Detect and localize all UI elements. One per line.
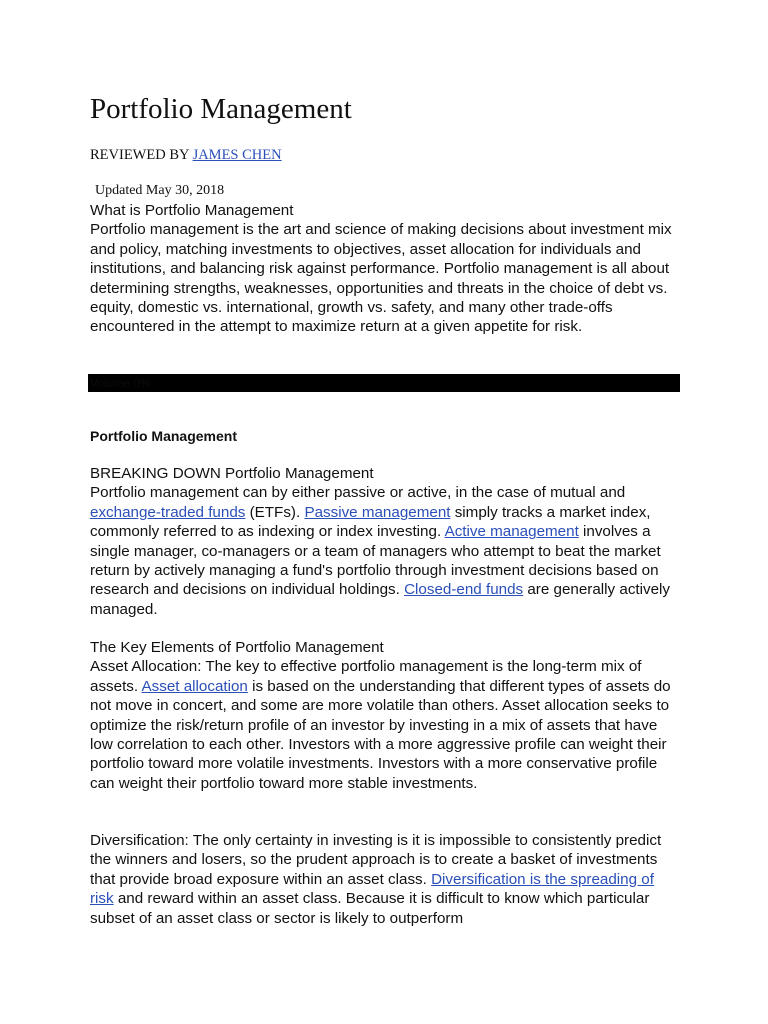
text-span: is based on the understanding that different types of assets do not move in concert, and some are more volatile than others. Asset allocation seeks to optimize the risk/return profile of an investor by investing in a mix of assets that have low correlation to each other. Investors with a more aggressive profile can weight their portfolio toward more volatile investments. Investors with a more conservative profile can weight their portfolio toward more stable investments. [90, 677, 671, 792]
text-span: (ETFs). [245, 503, 305, 521]
text-span: Diversification: The only certainty in investing is it is impossible to consistently predict the winners and losers, so the prudent approach is to create a basket of investments that provide broad exposure within an asset class. [90, 832, 662, 888]
link-exchange-traded-funds[interactable]: exchange-traded funds [90, 503, 246, 521]
link-closed-end-funds[interactable]: Closed-end funds [404, 581, 524, 599]
link-asset-allocation[interactable]: Asset allocation [141, 677, 248, 695]
section-key-elements [90, 638, 680, 793]
reviewer-link[interactable]: JAMES CHEN [192, 147, 282, 163]
video-caption: Portfolio Management [90, 428, 238, 444]
link-diversification[interactable]: Diversification is the spreading of risk [90, 870, 654, 908]
link-active-management[interactable]: Active management [444, 523, 579, 541]
updated-date: Updated May 30, 2018 [95, 183, 225, 198]
page-title: Portfolio Management [90, 93, 352, 125]
section-heading-what-is: What is Portfolio Management [90, 202, 294, 219]
section-heading-breaking-down: BREAKING DOWN Portfolio Management [90, 465, 374, 482]
section-body-breaking-down [90, 483, 680, 619]
section-body-asset-allocation [90, 657, 680, 793]
text-span: involves a single manager, co-managers or a team of managers who attempt to beat the market return by actively managing a fund's portfolio through investment decisions based on research and decisions on individual holdings. [90, 523, 661, 599]
section-what-is [90, 201, 680, 337]
text-span: are generally actively managed. [90, 581, 671, 618]
link-passive-management[interactable]: Passive management [304, 503, 451, 521]
section-breaking-down [90, 464, 680, 619]
text-span: Asset Allocation: The key to effective portfolio management is the long-term mix of assets. [90, 658, 642, 695]
text-span: simply tracks a market index, commonly referred to as indexing or index investing. [90, 503, 651, 541]
text-span: and reward within an asset class. Because it is difficult to know which particular subset of an asset class or sector is likely to outperform [90, 890, 650, 927]
video-player-bar[interactable] [88, 374, 680, 392]
section-heading-key-elements: The Key Elements of Portfolio Management [90, 639, 384, 656]
volume-label: Volume 0% [90, 376, 151, 390]
section-diversification [90, 831, 680, 928]
section-body-what-is: Portfolio management is the art and science of making decisions about investment mix and policy, matching investments to objectives, asset allocation for individuals and institutions, and balancing risk against performance. Portfolio management is all about determining strengths, weaknesses, opportunities and threats in the choice of debt vs. equity, domestic vs. international, growth vs. safety, and many other trade-offs encountered in the attempt to maximize return at a given appetite for risk. [90, 221, 672, 336]
text-span: Portfolio management can by either passive or active, in the case of mutual and [90, 484, 626, 502]
reviewed-by-label: REVIEWED BY [90, 147, 189, 163]
byline [90, 147, 282, 164]
section-body-diversification [90, 831, 680, 928]
